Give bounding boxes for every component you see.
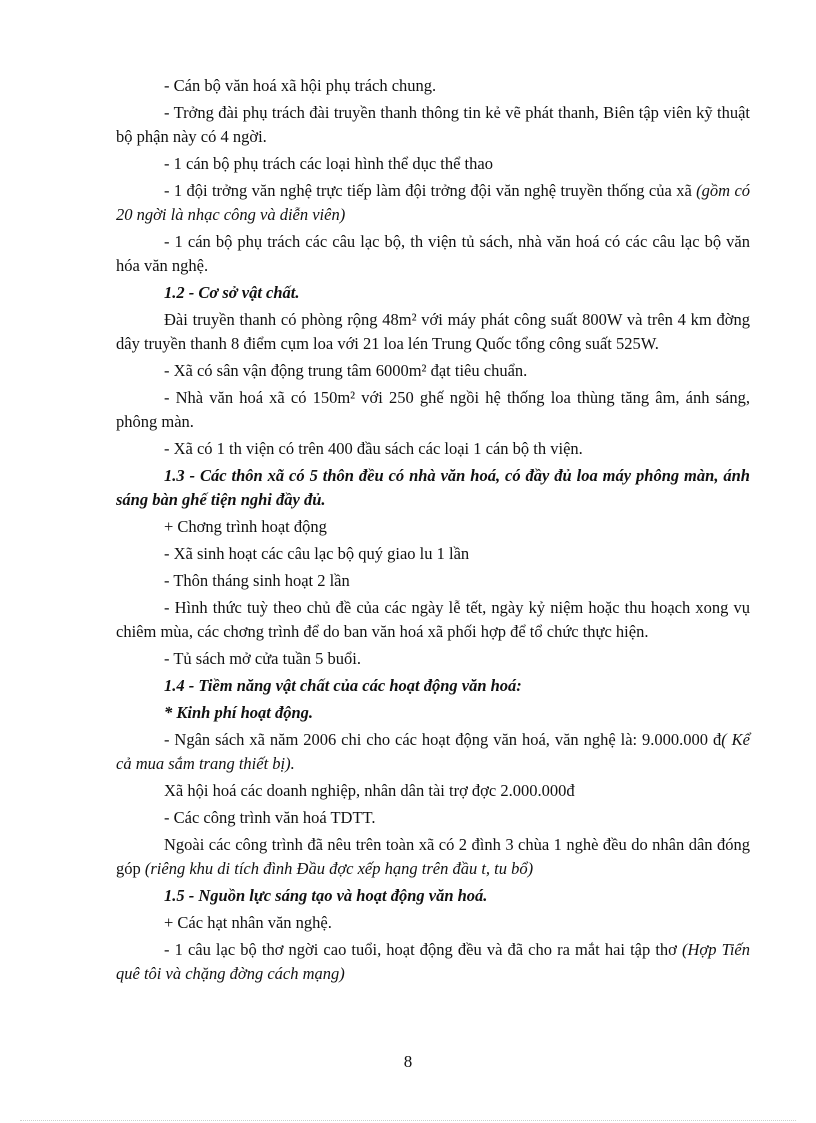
section-heading-1-4: 1.4 - Tiềm năng vật chất của các hoạt động văn hoá: [164, 676, 522, 695]
paragraph: - Nhà văn hoá xã có 150m² với 250 ghế ngồi hệ thống loa thùng tăng âm, ánh sáng, phông màn. [116, 388, 750, 431]
paragraph: - Xã có 1 th viện có trên 400 đầu sách các loại 1 cán bộ th viện. [164, 439, 583, 458]
page-bottom-divider [20, 1120, 796, 1121]
paragraph [116, 938, 750, 986]
paragraph: - Các công trình văn hoá TDTT. [164, 808, 376, 827]
paragraph-text: - 1 câu lạc bộ thơ ngời cao tuổi, hoạt động đều và đã cho ra mắt hai tập thơ [164, 940, 683, 959]
paragraph: - Hình thức tuỳ theo chủ đề của các ngày lễ tết, ngày kỷ niệm hoặc thu hoạch xong vụ chiêm mùa, các chơng trình để do ban văn hoá xã phối hợp để tổ chức thực hiện. [116, 598, 750, 641]
paragraph: Xã hội hoá các doanh nghiệp, nhân dân tài trợ đợc 2.000.000đ [164, 781, 575, 800]
paragraph: - Cán bộ văn hoá xã hội phụ trách chung. [164, 76, 437, 95]
paragraph-italic-note: (riêng khu di tích đình Đầu đợc xếp hạng trên đầu t, tu bổ) [144, 859, 534, 878]
paragraph-text: Ngoài các công trình đã nêu trên toàn xã có 2 đình 3 chùa 1 nghè đều do nhân dân đóng góp [116, 835, 750, 878]
paragraph: - Trởng đài phụ trách đài truyền thanh thông tin kẻ vẽ phát thanh, Biên tập viên kỹ thuật bộ phận này có 4 ngời. [116, 103, 750, 146]
paragraph: - Thôn tháng sinh hoạt 2 lần [164, 571, 350, 590]
paragraph: + Các hạt nhân văn nghệ. [164, 913, 332, 932]
subsection-heading: * Kinh phí hoạt động. [164, 703, 314, 722]
paragraph: - Tủ sách mở cửa tuần 5 buổi. [164, 649, 361, 668]
paragraph-text: - 1 đội trởng văn nghệ trực tiếp làm đội trởng đội văn nghệ truyền thống của xã [164, 181, 697, 200]
paragraph [116, 179, 750, 227]
paragraph [116, 728, 750, 776]
page-number: 8 [403, 1052, 413, 1071]
paragraph: Đài truyền thanh có phòng rộng 48m² với máy phát công suất 800W và trên 4 km đờng dây truyền thanh 8 điểm cụm loa với 21 loa lén Trung Quốc tổng công suất 525W. [116, 310, 750, 353]
section-heading-1-3: 1.3 - Các thôn xã có 5 thôn đều có nhà văn hoá, có đầy đủ loa máy phông màn, ánh sáng bàn ghế tiện nghi đầy đủ. [116, 466, 750, 509]
paragraph-italic-note: (Hợp Tiến quê tôi và chặng đờng cách mạng) [116, 940, 751, 983]
section-heading-1-5: 1.5 - Nguồn lực sáng tạo và hoạt động văn hoá. [164, 886, 488, 905]
paragraph: - 1 cán bộ phụ trách các câu lạc bộ, th viện tủ sách, nhà văn hoá có các câu lạc bộ văn hóa văn nghệ. [116, 232, 750, 275]
paragraph: + Chơng trình hoạt động [164, 517, 327, 536]
paragraph: - Xã sinh hoạt các câu lạc bộ quý giao lu 1 lần [164, 544, 470, 563]
page-content [116, 74, 750, 989]
paragraph-text: - Ngân sách xã năm 2006 chi cho các hoạt động văn hoá, văn nghệ là: 9.000.000 đ [164, 730, 722, 749]
section-heading-1-2: 1.2 - Cơ sở vật chất. [164, 283, 300, 302]
paragraph-italic-note: ( Kể cả mua sắm trang thiết bị). [116, 730, 750, 773]
paragraph: - Xã có sân vận động trung tâm 6000m² đạt tiêu chuẩn. [164, 361, 528, 380]
paragraph [116, 833, 750, 881]
paragraph-italic-note: (gồm có 20 ngời là nhạc công và diễn viên) [116, 181, 751, 224]
paragraph: - 1 cán bộ phụ trách các loại hình thể dục thể thao [164, 154, 493, 173]
